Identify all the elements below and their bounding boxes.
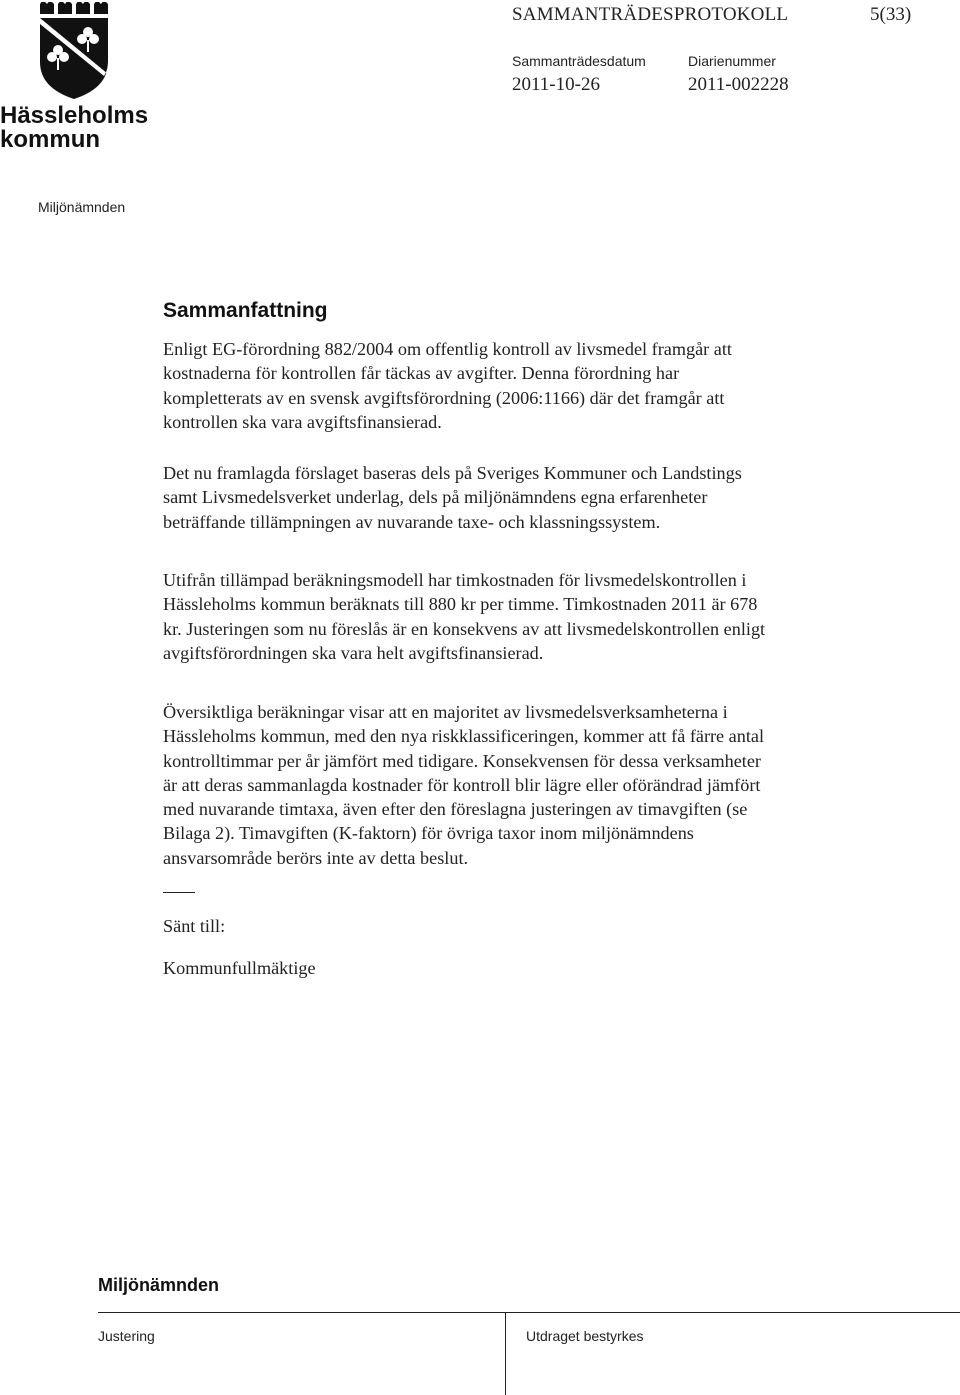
committee-name: Miljönämnden — [38, 199, 126, 215]
paragraph-line: ansvarsområde berörs inte av detta beslut. — [163, 847, 469, 868]
paragraph-line: Hässleholms kommun beräknats till 880 kr per timme. Timkostnaden 2011 är 678 — [163, 594, 758, 615]
logo-municipality-name: Hässleholms — [0, 102, 149, 129]
adjustment-label: Justering — [98, 1328, 155, 1344]
meeting-date-label: Sammanträdesdatum — [512, 53, 646, 69]
paragraph-line: Utifrån tillämpad beräkningsmodell har timkostnaden för livsmedelskontrollen i — [163, 570, 747, 590]
coat-of-arms-icon — [38, 2, 110, 100]
paragraph-line: är att deras sammanlagda kostnader för kontroll blir lägre eller oförändrad jämfört — [163, 774, 761, 795]
paragraph-line: Bilaga 2). Timavgiften (K-faktorn) för övriga taxor inom miljönämndens — [163, 823, 694, 844]
paragraph-line: beträffande tillämpningen av nuvarande taxe- och klassningssystem. — [163, 511, 661, 532]
footer-divider — [98, 1312, 960, 1313]
paragraph-line: Det nu framlagda förslaget baseras dels på Sveriges Kommuner och Landstings — [163, 463, 742, 483]
paragraph-4 — [163, 700, 863, 870]
paragraph-line: kompletterats av en svensk avgiftsförordning (2006:1166) där det framgår att — [163, 387, 725, 408]
paragraph-line: med nuvarande timtaxa, även efter den föreslagna justeringen av timavgiften (se — [163, 799, 748, 820]
paragraph-line: kontrollen ska vara avgiftsfinansierad. — [163, 411, 442, 432]
paragraph-line: kostnaderna för kontrollen får täckas av avgifter. Denna förordning har — [163, 363, 680, 384]
paragraph-3 — [163, 568, 863, 665]
footer-column-divider — [505, 1312, 506, 1395]
paragraph-1 — [163, 337, 863, 434]
separator-line — [163, 892, 195, 893]
paragraph-2 — [163, 461, 863, 534]
document-type: SAMMANTRÄDESPROTOKOLL — [512, 4, 789, 25]
paragraph-line: samt Livsmedelsverket underlag, dels på miljönämndens egna erfarenheter — [163, 487, 708, 508]
sent-to-label: Sänt till: — [163, 916, 226, 936]
paragraph-line: Översiktliga beräkningar visar att en majoritet av livsmedelsverksamheterna i — [163, 702, 728, 722]
municipality-logo — [0, 0, 150, 155]
section-heading: Sammanfattning — [163, 299, 328, 322]
logo-municipality-suffix: kommun — [0, 126, 101, 153]
paragraph-line: kontrolltimmar per år jämfört med tidigare. Konsekvensen för dessa verksamheter — [163, 750, 761, 771]
footer-committee: Miljönämnden — [98, 1275, 219, 1295]
recipient: Kommunfullmäktige — [163, 958, 316, 978]
page-number: 5(33) — [870, 4, 912, 25]
paragraph-line: avgiftsförordningen ska vara helt avgiftsfinansierad. — [163, 642, 544, 663]
paragraph-line: Enligt EG-förordning 882/2004 om offentlig kontroll av livsmedel framgår att — [163, 339, 732, 359]
paragraph-line: Hässleholms kommun, med den nya riskklassificeringen, kommer att få färre antal — [163, 726, 765, 747]
meeting-date: 2011-10-26 — [512, 74, 600, 95]
registration-number-label: Diarienummer — [688, 53, 776, 69]
paragraph-line: kr. Justeringen som nu föreslås är en konsekvens av att livsmedelskontrollen enligt — [163, 618, 766, 639]
certified-label: Utdraget bestyrkes — [526, 1328, 644, 1344]
registration-number: 2011-002228 — [688, 74, 789, 95]
